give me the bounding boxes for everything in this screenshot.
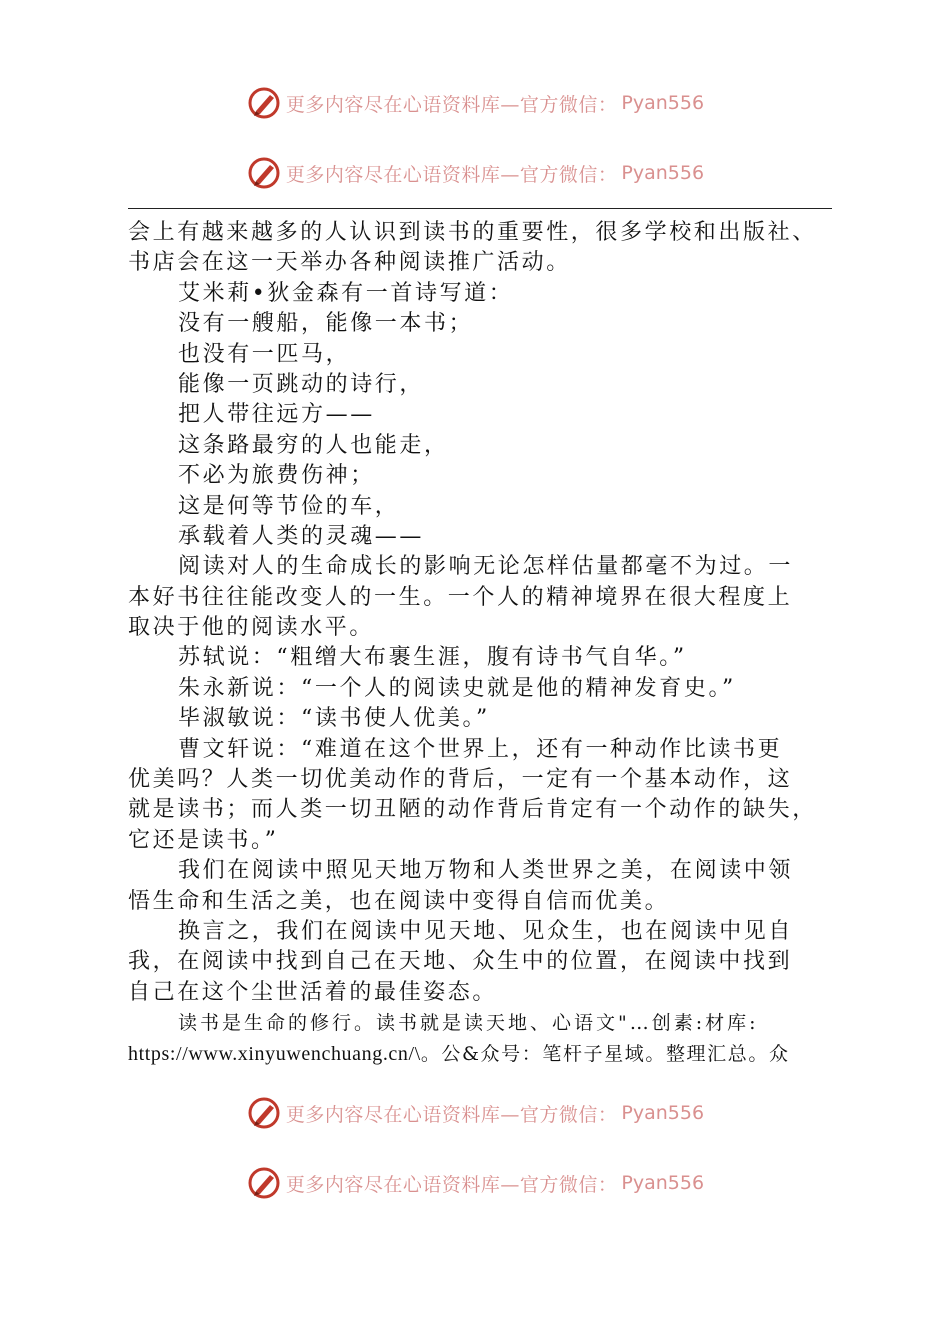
text-line: 就是读书；而人类一切丑陋的动作背后肯定有一个动作的缺失， — [128, 797, 817, 823]
document-body — [128, 218, 840, 1069]
text-line: 艾米莉•狄金森有一首诗写道： — [178, 280, 514, 306]
watermark-banner-1 — [0, 83, 950, 123]
text-line: 换言之，我们在阅读中见天地、见众生，也在阅读中见自 — [178, 918, 794, 944]
quote-line: 苏轼说：“粗缯大布裹生涯，腹有诗书气自华。” — [178, 645, 687, 671]
text-line: 它还是读书。” — [128, 827, 279, 853]
text-line: 我，在阅读中找到自己在天地、众生中的位置，在阅读中找到 — [128, 949, 793, 975]
poem-line: 这是何等节俭的车， — [178, 493, 400, 519]
pen-logo-icon — [246, 1095, 282, 1131]
text-line: 阅读对人的生命成长的影响无论怎样估量都毫不为过。一 — [178, 554, 794, 580]
poem-line: 能像一页跳动的诗行， — [178, 371, 425, 397]
text-line: 我们在阅读中照见天地万物和人类世界之美，在阅读中领 — [178, 858, 794, 884]
url-line-rest: 。公&众号：笔杆子星域。整理汇总。众 — [420, 1042, 790, 1065]
text-line: 优美吗？人类一切优美动作的背后，一定有一个基本动作，这 — [128, 767, 793, 793]
watermark-text: 更多内容尽在心语资料库—官方微信： — [285, 93, 618, 116]
poem-line: 承载着人类的灵魂—— — [178, 523, 425, 549]
watermark-id: Pyan556 — [621, 1102, 705, 1124]
text-line: 取决于他的阅读水平。 — [128, 615, 375, 641]
poem-line: 把人带往远方—— — [178, 402, 375, 428]
text-line: 自己在这个尘世活着的最佳姿态。 — [128, 979, 498, 1005]
watermark-banner-3 — [0, 1093, 950, 1133]
watermark-id: Pyan556 — [621, 1172, 705, 1194]
watermark-id: Pyan556 — [621, 162, 705, 184]
site-link[interactable]: https://www.xinyuwenchuang.cn/\ — [128, 1042, 421, 1065]
text-line: 书店会在这一天举办各种阅读推广活动。 — [128, 250, 571, 276]
poem-line: 不必为旅费伤神； — [178, 463, 375, 489]
pen-logo-icon — [246, 155, 282, 191]
poem-line: 没有一艘船，能像一本书； — [178, 311, 474, 337]
text-line: 本好书往往能改变人的一生。一个人的精神境界在很大程度上 — [128, 584, 793, 610]
watermark-banner-4 — [0, 1163, 950, 1203]
quote-line: 朱永新说：“一个人的阅读史就是他的精神发育史。” — [178, 675, 736, 701]
pen-logo-icon — [246, 1165, 282, 1201]
text-line: 读书是生命的修行。读书就是读天地、心语文"…创素:材库: — [178, 1012, 759, 1035]
url-line — [128, 1039, 840, 1069]
text-line: 悟生命和生活之美，也在阅读中变得自信而优美。 — [128, 888, 670, 914]
watermark-text: 更多内容尽在心语资料库—官方微信： — [285, 1103, 618, 1126]
pen-logo-icon — [246, 85, 282, 121]
header-divider — [128, 208, 832, 209]
poem-line: 这条路最穷的人也能走， — [178, 432, 449, 458]
watermark-text: 更多内容尽在心语资料库—官方微信： — [285, 163, 618, 186]
poem-line: 也没有一匹马， — [178, 341, 351, 367]
watermark-banner-2 — [0, 153, 950, 193]
watermark-id: Pyan556 — [621, 92, 705, 114]
quote-line: 曹文轩说：“难道在这个世界上，还有一种动作比读书更 — [178, 736, 783, 762]
quote-line: 毕淑敏说：“读书使人优美。” — [178, 706, 490, 732]
watermark-text: 更多内容尽在心语资料库—官方微信： — [285, 1173, 618, 1196]
text-line: 会上有越来越多的人认识到读书的重要性，很多学校和出版社、 — [128, 220, 817, 245]
